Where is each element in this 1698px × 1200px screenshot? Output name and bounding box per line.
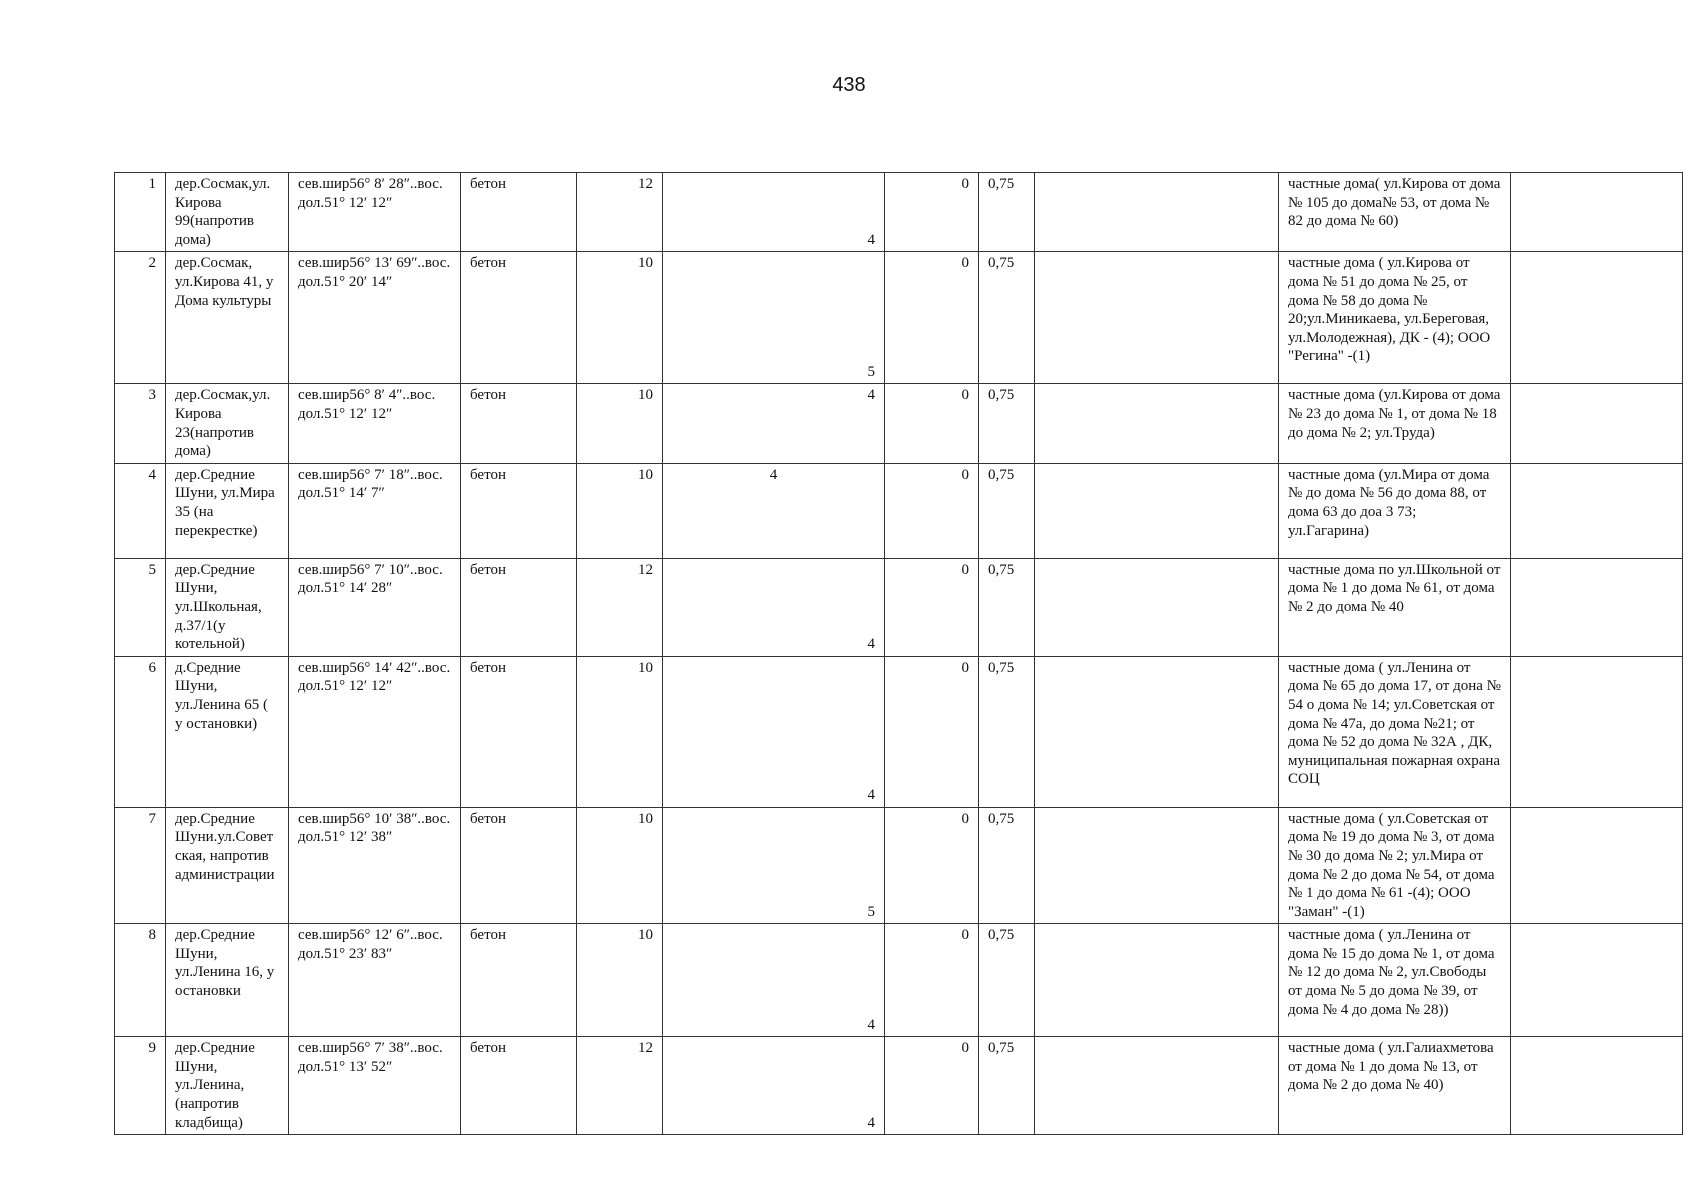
coordinates-cell: сев.шир56° 12′ 6″..вос. дол.51° 23′ 83″: [289, 924, 461, 1037]
coordinates-cell: сев.шир56° 7′ 10″..вос. дол.51° 14′ 28″: [289, 558, 461, 656]
surface-material-cell: бетон: [461, 173, 577, 252]
count-cell-a: [663, 807, 885, 924]
address-cell: дер.Средние Шуни, ул.Мира 35 (на перекрестке): [166, 463, 289, 558]
count-cell-a: [663, 252, 885, 384]
served-objects-cell: частные дома (ул.Мира от дома № до дома № 56 до дома 88, от дома 63 до доа 3 73; ул.Гагарина): [1279, 463, 1511, 558]
address-cell: дер.Сосмак,ул. Кирова 99(напротив дома): [166, 173, 289, 252]
count-value-right: 4: [867, 636, 875, 653]
empty-cell: [1035, 1037, 1279, 1135]
coordinates-cell: сев.шир56° 13′ 69″..вос. дол.51° 20′ 14″: [289, 252, 461, 384]
table-row: [115, 1037, 1683, 1135]
table-row: [115, 384, 1683, 463]
notes-cell: [1511, 807, 1683, 924]
table-row: [115, 463, 1683, 558]
coordinates-cell: сев.шир56° 10′ 38″..вос. дол.51° 12′ 38″: [289, 807, 461, 924]
zero-value-cell: 0: [885, 924, 979, 1037]
count-cell-a: [663, 656, 885, 807]
row-number-cell: 4: [115, 463, 166, 558]
coordinates-cell: сев.шир56° 14′ 42″..вос. дол.51° 12′ 12″: [289, 656, 461, 807]
capacity-cell: 0,75: [979, 558, 1035, 656]
notes-cell: [1511, 1037, 1683, 1135]
row-number-cell: 6: [115, 656, 166, 807]
empty-cell: [1035, 656, 1279, 807]
coordinates-cell: сев.шир56° 8′ 28″..вос. дол.51° 12′ 12″: [289, 173, 461, 252]
row-number-cell: 5: [115, 558, 166, 656]
table-row: [115, 173, 1683, 252]
volume-cell: 10: [577, 807, 663, 924]
notes-cell: [1511, 384, 1683, 463]
coordinates-cell: сев.шир56° 7′ 38″..вос. дол.51° 13′ 52″: [289, 1037, 461, 1135]
table-row: [115, 252, 1683, 384]
empty-cell: [1035, 384, 1279, 463]
address-cell: д.Средние Шуни, ул.Ленина 65 ( у остановки): [166, 656, 289, 807]
count-cell-a: [663, 173, 885, 252]
count-value-right: 5: [867, 903, 875, 920]
count-value-right: 5: [867, 363, 875, 380]
capacity-cell: 0,75: [979, 384, 1035, 463]
count-cell-a: [663, 924, 885, 1037]
empty-cell: [1035, 807, 1279, 924]
served-objects-cell: частные дома ( ул.Советская от дома № 19 до дома № 3, от дома № 30 до дома № 2; ул.Мира от дома № 2 до дома № 54, от дома № 1 до дома № 61 -(4); ООО "Заман" -(1): [1279, 807, 1511, 924]
count-cell-a: [663, 384, 885, 463]
volume-cell: 12: [577, 1037, 663, 1135]
surface-material-cell: бетон: [461, 384, 577, 463]
served-objects-cell: частные дома ( ул.Ленина от дома № 15 до дома № 1, от дома № 12 до дома № 2, ул.Свободы от дома № 5 до дома № 39, от дома № 4 до дома № 28)): [1279, 924, 1511, 1037]
surface-material-cell: бетон: [461, 807, 577, 924]
volume-cell: 10: [577, 924, 663, 1037]
capacity-cell: 0,75: [979, 807, 1035, 924]
served-objects-cell: частные дома( ул.Кирова от дома № 105 до дома№ 53, от дома № 82 до дома № 60): [1279, 173, 1511, 252]
address-cell: дер.Средние Шуни, ул.Школьная, д.37/1(у котельной): [166, 558, 289, 656]
capacity-cell: 0,75: [979, 656, 1035, 807]
row-number-cell: 3: [115, 384, 166, 463]
volume-cell: 12: [577, 173, 663, 252]
address-cell: дер.Средние Шуни, ул.Ленина 16, у остановки: [166, 924, 289, 1037]
table-row: [115, 924, 1683, 1037]
address-cell: дер.Средние Шуни.ул.Советская, напротив администрации: [166, 807, 289, 924]
address-cell: дер.Средние Шуни, ул.Ленина, (напротив кладбища): [166, 1037, 289, 1135]
count-value-right: 4: [867, 1114, 875, 1131]
notes-cell: [1511, 173, 1683, 252]
empty-cell: [1035, 558, 1279, 656]
count-value-right: 4: [867, 1016, 875, 1033]
coordinates-cell: сев.шир56° 7′ 18″..вос. дол.51° 14′ 7″: [289, 463, 461, 558]
count-value-center: 4: [769, 466, 778, 483]
capacity-cell: 0,75: [979, 173, 1035, 252]
row-number-cell: 1: [115, 173, 166, 252]
notes-cell: [1511, 558, 1683, 656]
empty-cell: [1035, 173, 1279, 252]
capacity-cell: 0,75: [979, 1037, 1035, 1135]
count-value-right: 4: [867, 387, 875, 404]
row-number-cell: 9: [115, 1037, 166, 1135]
container-sites-table: [114, 172, 1683, 1135]
table-body: [115, 173, 1683, 1135]
count-cell-a: [663, 1037, 885, 1135]
surface-material-cell: бетон: [461, 558, 577, 656]
capacity-cell: 0,75: [979, 252, 1035, 384]
notes-cell: [1511, 924, 1683, 1037]
row-number-cell: 7: [115, 807, 166, 924]
count-value-right: 4: [867, 787, 875, 804]
zero-value-cell: 0: [885, 558, 979, 656]
surface-material-cell: бетон: [461, 463, 577, 558]
volume-cell: 10: [577, 463, 663, 558]
served-objects-cell: частные дома ( ул.Кирова от дома № 51 до дома № 25, от дома № 58 до дома № 20;ул.Миникаева, ул.Береговая, ул.Молодежная), ДК - (4); ООО "Регина" -(1): [1279, 252, 1511, 384]
table-row: [115, 807, 1683, 924]
empty-cell: [1035, 463, 1279, 558]
zero-value-cell: 0: [885, 463, 979, 558]
address-cell: дер.Сосмак, ул.Кирова 41, у Дома культуры: [166, 252, 289, 384]
capacity-cell: 0,75: [979, 924, 1035, 1037]
volume-cell: 10: [577, 656, 663, 807]
notes-cell: [1511, 656, 1683, 807]
served-objects-cell: частные дома ( ул.Галиахметова от дома № 1 до дома № 13, от дома № 2 до дома № 40): [1279, 1037, 1511, 1135]
surface-material-cell: бетон: [461, 924, 577, 1037]
zero-value-cell: 0: [885, 656, 979, 807]
surface-material-cell: бетон: [461, 1037, 577, 1135]
count-cell-a: [663, 558, 885, 656]
empty-cell: [1035, 252, 1279, 384]
volume-cell: 10: [577, 384, 663, 463]
count-cell-a: [663, 463, 885, 558]
address-cell: дер.Сосмак,ул. Кирова 23(напротив дома): [166, 384, 289, 463]
capacity-cell: 0,75: [979, 463, 1035, 558]
page-number: 438: [832, 74, 866, 96]
zero-value-cell: 0: [885, 384, 979, 463]
surface-material-cell: бетон: [461, 252, 577, 384]
zero-value-cell: 0: [885, 173, 979, 252]
count-value-right: 4: [867, 231, 875, 248]
row-number-cell: 8: [115, 924, 166, 1037]
served-objects-cell: частные дома по ул.Школьной от дома № 1 до дома № 61, от дома № 2 до дома № 40: [1279, 558, 1511, 656]
zero-value-cell: 0: [885, 252, 979, 384]
surface-material-cell: бетон: [461, 656, 577, 807]
notes-cell: [1511, 252, 1683, 384]
notes-cell: [1511, 463, 1683, 558]
table-row: [115, 558, 1683, 656]
table-row: [115, 656, 1683, 807]
served-objects-cell: частные дома (ул.Кирова от дома № 23 до дома № 1, от дома № 18 до дома № 2; ул.Труда): [1279, 384, 1511, 463]
zero-value-cell: 0: [885, 807, 979, 924]
coordinates-cell: сев.шир56° 8′ 4″..вос. дол.51° 12′ 12″: [289, 384, 461, 463]
zero-value-cell: 0: [885, 1037, 979, 1135]
row-number-cell: 2: [115, 252, 166, 384]
volume-cell: 12: [577, 558, 663, 656]
served-objects-cell: частные дома ( ул.Ленина от дома № 65 до дома 17, от дона № 54 о дома № 14; ул.Советская от дома № 47а, до дома №21; от дома № 52 до дома № 32А , ДК, муниципальная пожарная охрана СОЦ: [1279, 656, 1511, 807]
empty-cell: [1035, 924, 1279, 1037]
volume-cell: 10: [577, 252, 663, 384]
